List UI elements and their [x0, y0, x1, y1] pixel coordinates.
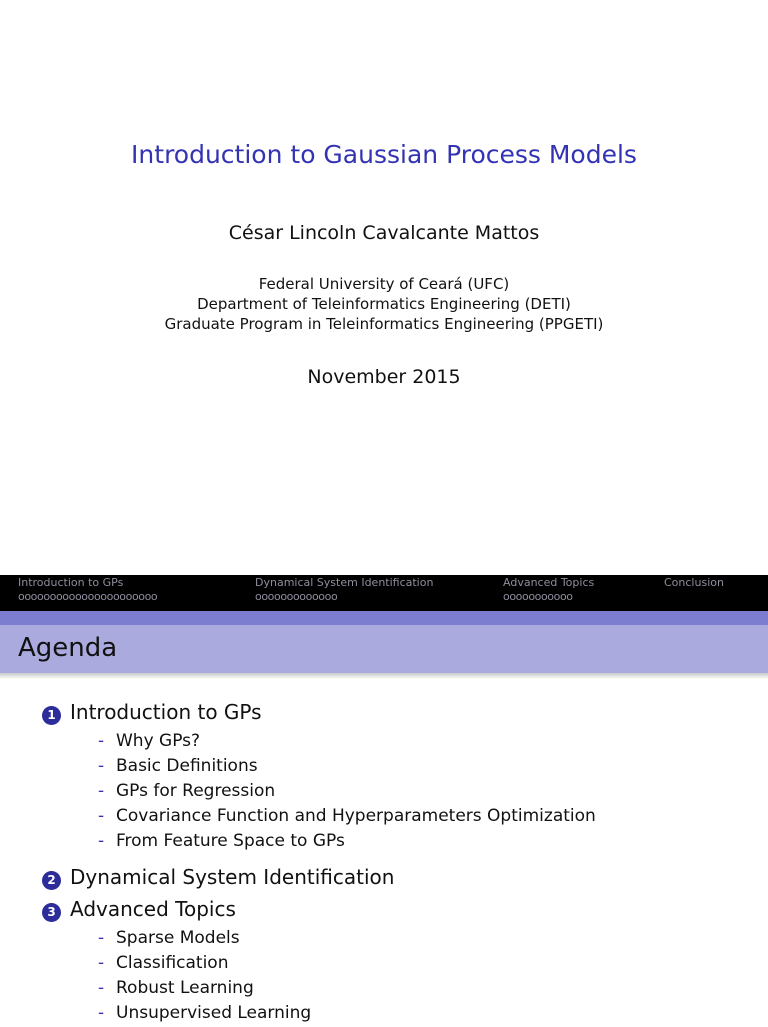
subsection-label: GPs for Regression — [116, 781, 276, 801]
navigation-bar — [0, 575, 768, 611]
author-name: César Lincoln Cavalcante Mattos — [228, 222, 540, 244]
frame-title-shadow — [0, 673, 768, 679]
nav-section-introduction[interactable] — [18, 576, 157, 603]
subsection-item[interactable] — [0, 755, 768, 780]
subsection-label: Why GPs? — [116, 731, 201, 751]
nav-frame-dots[interactable]: ooooooooooooo — [255, 590, 338, 603]
dash-bullet: - — [98, 953, 105, 973]
subsection-item[interactable] — [0, 927, 768, 952]
subsection-item[interactable] — [0, 977, 768, 1002]
subsection-label: Robust Learning — [116, 978, 254, 998]
institution-line: Department of Teleinformatics Engineering (DETI) — [197, 295, 571, 313]
nav-section-label: Advanced Topics — [503, 576, 595, 589]
institution-line: Graduate Program in Teleinformatics Engineering (PPGETI) — [164, 315, 604, 333]
subsection-label: Unsupervised Learning — [116, 1003, 312, 1023]
subsection-list — [0, 730, 768, 855]
subsection-item[interactable] — [0, 1002, 768, 1027]
dash-bullet: - — [98, 731, 105, 751]
section-number-ball: 1 — [42, 706, 61, 725]
subsection-label: From Feature Space to GPs — [116, 831, 345, 851]
subsection-label: Sparse Models — [116, 928, 240, 948]
nav-section-label: Introduction to GPs — [18, 576, 124, 589]
agenda-section[interactable] — [0, 895, 768, 927]
dash-bullet: - — [98, 978, 105, 998]
agenda-section[interactable] — [0, 698, 768, 730]
dash-bullet: - — [98, 806, 105, 826]
section-number-ball: 3 — [42, 903, 61, 922]
subsection-label: Basic Definitions — [116, 756, 258, 776]
subsection-item[interactable] — [0, 830, 768, 855]
dash-bullet: - — [98, 831, 105, 851]
section-label: Introduction to GPs — [70, 700, 262, 724]
subsection-item[interactable] — [0, 805, 768, 830]
dash-bullet: - — [98, 781, 105, 801]
dash-bullet: - — [98, 928, 105, 948]
nav-frame-dots[interactable]: oooooooooooooooooooooo — [18, 590, 158, 603]
frame-title-bar — [0, 625, 768, 673]
nav-section-label: Dynamical System Identification — [255, 576, 434, 589]
presentation-date: November 2015 — [307, 366, 461, 388]
section-label: Advanced Topics — [70, 897, 236, 921]
subsection-item[interactable] — [0, 780, 768, 805]
section-label: Dynamical System Identification — [70, 865, 395, 889]
subsection-list — [0, 927, 768, 1027]
subsection-item[interactable] — [0, 730, 768, 755]
subsection-label: Classification — [116, 953, 229, 973]
dash-bullet: - — [98, 756, 105, 776]
section-number-ball: 2 — [42, 871, 61, 890]
nav-section-label: Conclusion — [664, 576, 724, 589]
nav-section-dynamical[interactable] — [255, 576, 433, 603]
subsection-item[interactable] — [0, 952, 768, 977]
agenda-section[interactable] — [0, 863, 768, 895]
nav-section-conclusion[interactable] — [664, 576, 724, 590]
agenda-list — [0, 698, 768, 1027]
nav-section-advanced[interactable] — [503, 576, 594, 603]
nav-frame-dots[interactable]: ooooooooooo — [503, 590, 573, 603]
header-band — [0, 611, 768, 625]
institution-line: Federal University of Ceará (UFC) — [258, 275, 510, 293]
presentation-title: Introduction to Gaussian Process Models — [131, 140, 637, 169]
frame-title: Agenda — [18, 633, 118, 663]
subsection-label: Covariance Function and Hyperparameters Optimization — [116, 806, 596, 826]
dash-bullet: - — [98, 1003, 105, 1023]
